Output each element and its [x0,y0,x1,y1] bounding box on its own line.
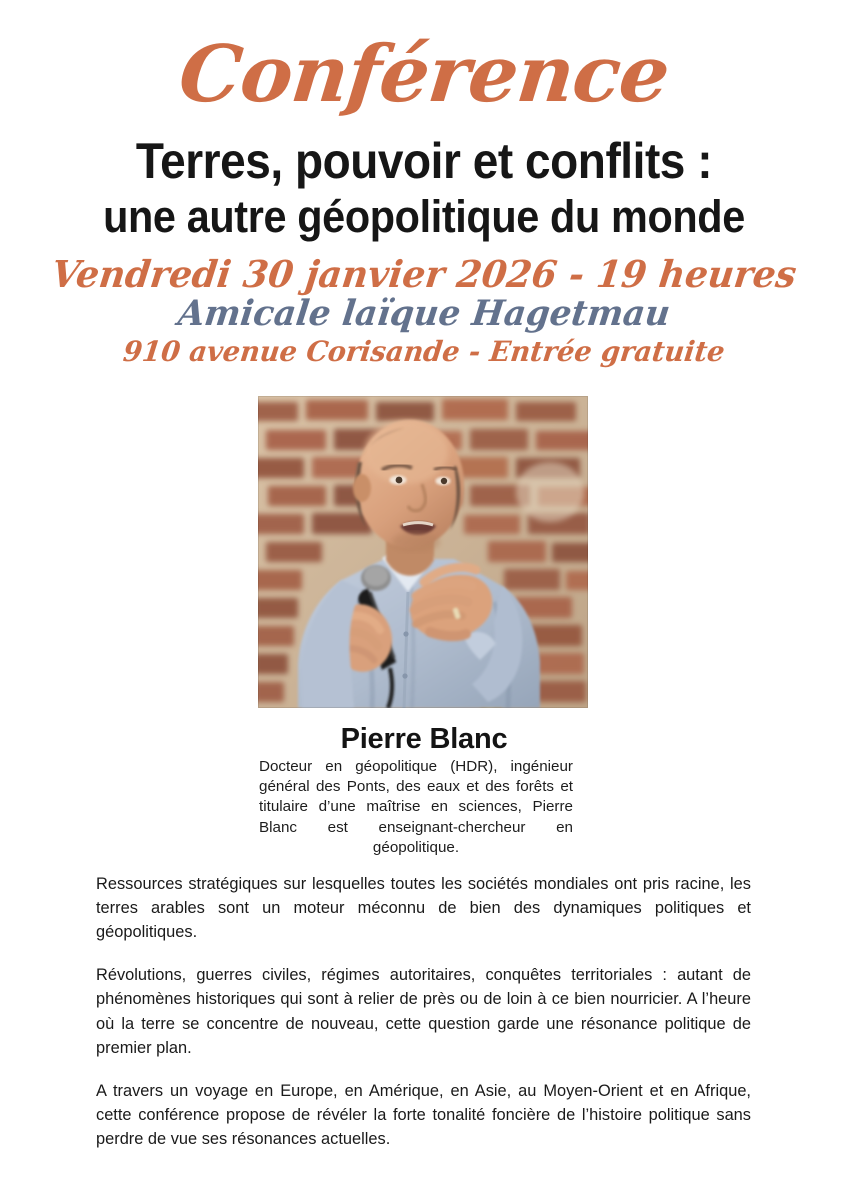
page-title-line-2: une autre géopolitique du monde [103,190,745,242]
page-eyebrow-conference: Conférence [174,29,674,120]
page-title [0,133,848,242]
speaker-photo-image [258,396,588,708]
event-address-admission: 910 avenue Corisande - Entrée gratuite [121,334,727,368]
description-body [96,872,751,1151]
description-paragraph-3: A travers un voyage en Europe, en Amérique, en Asie, au Moyen-Orient et en Afrique, cette conférence propose de révéler la forte tonalité foncière de l’histoire politique sans perdre de vue ses résonances actuelles. [96,1081,751,1148]
event-details [0,252,848,368]
speaker-name: Pierre Blanc [340,723,508,755]
speaker-bio: Docteur en géopolitique (HDR), ingénieur général des Ponts, des eaux et des forêts et titulaire d’une maîtrise en sciences, Pierre Blanc est enseignant-chercheur en géopolitique. [259,758,573,856]
event-date-time: Vendredi 30 janvier 2026 - 19 heures [49,252,799,296]
page-title-line-1: Terres, pouvoir et conflits : [135,133,713,189]
event-venue: Amicale laïque Hagetmau [175,292,673,334]
description-paragraph-1: Ressources stratégiques sur lesquelles toutes les sociétés mondiales ont pris racine, les terres arables sont un moteur méconnu de bien des dynamiques politiques et géopolitiques. [96,875,751,942]
speaker-photo [258,396,588,708]
description-paragraph-2: Révolutions, guerres civiles, régimes autoritaires, conquêtes territoriales : autant de phénomènes historiques qui sont à relier de près ou de loin à ce bien nourricier. A l’heure où la terre se concentre de nouveau, cette question garde une résonance politique de premier plan. [96,966,751,1057]
